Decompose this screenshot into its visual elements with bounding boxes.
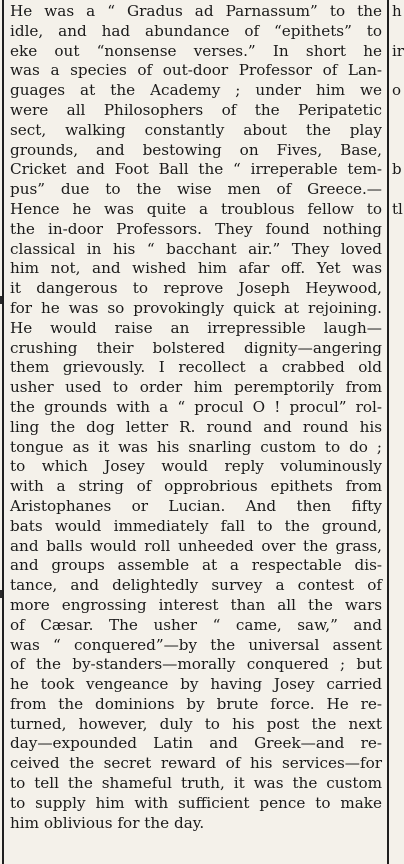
article-line: sect, walking constantly about the play xyxy=(10,120,382,139)
article-line: and balls would roll unheeded over the grass, xyxy=(10,536,382,555)
article-line: He was a “ Gradus ad Parnassum” to the xyxy=(10,2,382,20)
article-line: He would raise an irrepressible laugh— xyxy=(10,318,382,337)
article-line: turned, however, duly to his post the next xyxy=(10,714,382,733)
article-line: to tell the shameful truth, it was the custom xyxy=(10,774,382,793)
article-line: them grievously. I recollect a crabbed old xyxy=(10,358,382,377)
article-line: of the by-standers—morally conquered ; but xyxy=(10,655,382,674)
article-line: idle, and had abundance of “epithets” to xyxy=(10,21,382,40)
margin-fragment: h xyxy=(392,2,402,20)
article-line: it dangerous to reprove Joseph Heywood, xyxy=(10,279,382,298)
article-line: was a species of out-door Professor of Lan- xyxy=(10,61,382,80)
article-line: day—expounded Latin and Greek—and re- xyxy=(10,734,382,753)
margin-fragment: ir xyxy=(392,41,404,60)
article-line: grounds, and bestowing on Fives, Base, xyxy=(10,140,382,159)
article-line: was “ conquered”—by the universal assent xyxy=(10,635,382,654)
column-rule-left xyxy=(2,0,4,864)
article-line: the grounds with a “ procul O ! procul” rol- xyxy=(10,397,382,416)
article-line: he took vengeance by having Josey carried xyxy=(10,675,382,694)
article-line: Hence he was quite a troublous fellow to xyxy=(10,199,382,218)
article-line: him oblivious for the day. xyxy=(10,813,205,832)
article-line: the in-door Professors. They found nothing xyxy=(10,219,382,238)
margin-fragment: b xyxy=(392,160,402,179)
article-line: to supply him with sufficient pence to make xyxy=(10,793,382,812)
article-line: usher used to order him peremptorily from xyxy=(10,378,382,397)
article-line: tongue as it was his snarling custom to do ; xyxy=(10,437,382,456)
article-column xyxy=(10,2,382,833)
article-line: ceived the secret reward of his services—for xyxy=(10,754,382,773)
article-line: ling the dog letter R. round and round his xyxy=(10,417,382,436)
article-line: were all Philosophers of the Peripatetic xyxy=(10,100,382,119)
article-line: of Cæsar. The usher “ came, saw,” and xyxy=(10,615,382,634)
article-line: Aristophanes or Lucian. And then fifty xyxy=(10,496,382,515)
article-line: with a string of opprobrious epithets from xyxy=(10,477,382,496)
article-line: crushing their bolstered dignity—angering xyxy=(10,338,382,357)
margin-fragment xyxy=(392,121,402,161)
article-line: for he was so provokingly quick at rejoining. xyxy=(10,298,382,317)
adjacent-column-fragment xyxy=(392,2,402,240)
article-line: classical in his “ bacchant air.” They loved xyxy=(10,239,382,258)
article-line: and groups assemble at a respectable dis- xyxy=(10,556,382,575)
article-line: from the dominions by brute force. He re- xyxy=(10,694,382,713)
article-line: tance, and delightedly survey a contest of xyxy=(10,576,382,595)
article-line: him not, and wished him afar off. Yet was xyxy=(10,259,382,278)
article-line: to which Josey would reply voluminously xyxy=(10,457,382,476)
article-line: eke out “nonsense verses.” In short he xyxy=(10,41,382,60)
article-line: Cricket and Foot Ball the “ irreperable tem- xyxy=(10,160,382,179)
column-rule-right xyxy=(387,0,389,864)
margin-fragment: tl xyxy=(392,199,403,218)
margin-fragment: o xyxy=(392,81,402,100)
article-line: bats would immediately fall to the ground, xyxy=(10,516,382,535)
article-line: more engrossing interest than all the wars xyxy=(10,595,382,614)
article-line: pus” due to the wise men of Greece.— xyxy=(10,180,382,199)
article-line: guages at the Academy ; under him we xyxy=(10,81,382,100)
